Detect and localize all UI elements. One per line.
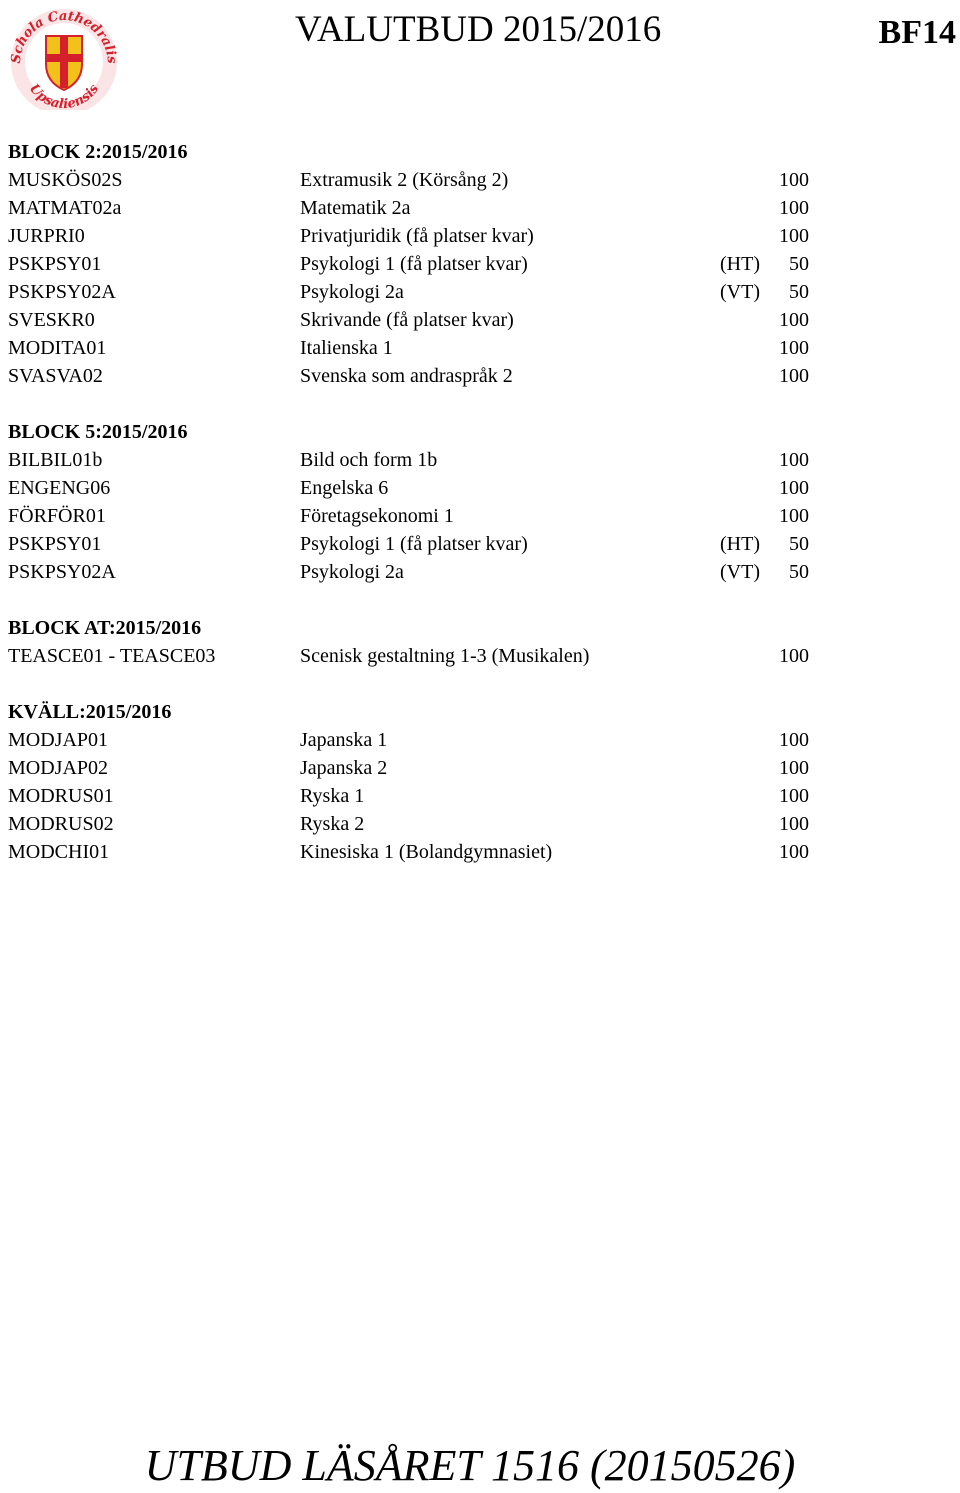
course-name: Psykologi 2a (300, 561, 404, 583)
course-row (8, 194, 948, 222)
block-heading: BLOCK 5:2015/2016 (8, 421, 188, 443)
course-term: (VT) (720, 281, 760, 303)
course-row (8, 446, 948, 474)
course-row (8, 502, 948, 530)
course-points: 100 (779, 841, 809, 863)
course-code: TEASCE01 - TEASCE03 (8, 645, 216, 667)
course-code: MODCHI01 (8, 841, 110, 863)
course-code: MODRUS01 (8, 785, 114, 807)
block-heading: KVÄLL:2015/2016 (8, 701, 172, 723)
document-code: BF14 (878, 14, 956, 51)
course-points: 50 (789, 253, 809, 275)
svg-text:Schola Cathedralis: Schola Cathedralis (8, 8, 120, 65)
course-name: Bild och form 1b (300, 449, 438, 471)
course-row (8, 838, 948, 866)
course-row (8, 726, 948, 754)
course-row (8, 642, 948, 670)
course-name: Skrivande (få platser kvar) (300, 309, 514, 331)
course-block (8, 698, 948, 866)
course-code: MODJAP02 (8, 757, 109, 779)
course-name: Extramusik 2 (Körsång 2) (300, 169, 509, 191)
course-row (8, 306, 948, 334)
course-row (8, 810, 948, 838)
course-row (8, 250, 948, 278)
course-block (8, 138, 948, 390)
block-heading: BLOCK AT:2015/2016 (8, 617, 202, 639)
course-points: 100 (779, 729, 809, 751)
course-row (8, 782, 948, 810)
course-code: PSKPSY01 (8, 533, 102, 555)
course-code: PSKPSY01 (8, 253, 102, 275)
course-code: MODJAP01 (8, 729, 109, 751)
block-heading: BLOCK 2:2015/2016 (8, 141, 188, 163)
course-points: 100 (779, 449, 809, 471)
course-code: JURPRI0 (8, 225, 85, 247)
course-code: SVASVA02 (8, 365, 103, 387)
course-code: BILBIL01b (8, 449, 103, 471)
course-points: 50 (789, 533, 809, 555)
course-points: 100 (779, 477, 809, 499)
course-points: 50 (789, 281, 809, 303)
course-name: Svenska som andraspråk 2 (300, 365, 513, 387)
school-seal-logo (6, 6, 122, 110)
course-points: 100 (779, 365, 809, 387)
course-name: Scenisk gestaltning 1-3 (Musikalen) (300, 645, 590, 667)
course-name: Psykologi 2a (300, 281, 404, 303)
course-offer-list (8, 138, 948, 894)
course-points: 100 (779, 169, 809, 191)
course-name: Privatjuridik (få platser kvar) (300, 225, 534, 247)
course-name: Psykologi 1 (få platser kvar) (300, 533, 528, 555)
course-name: Företagsekonomi 1 (300, 505, 454, 527)
course-points: 100 (779, 505, 809, 527)
footer-text: UTBUD LÄSÅRET 1516 (20150526) (144, 1441, 796, 1490)
course-points: 100 (779, 197, 809, 219)
svg-text:Upsaliensis: Upsaliensis (25, 81, 102, 110)
course-points: 100 (779, 309, 809, 331)
course-row (8, 474, 948, 502)
course-row (8, 362, 948, 390)
course-points: 50 (789, 561, 809, 583)
course-term: (VT) (720, 561, 760, 583)
course-points: 100 (779, 785, 809, 807)
course-name: Italienska 1 (300, 337, 393, 359)
course-block (8, 614, 948, 670)
footer-caption (0, 1440, 960, 1492)
course-points: 100 (779, 757, 809, 779)
course-points: 100 (779, 337, 809, 359)
course-term: (HT) (720, 253, 760, 275)
course-row (8, 754, 948, 782)
course-code: MUSKÖS02S (8, 169, 123, 191)
course-name: Psykologi 1 (få platser kvar) (300, 253, 528, 275)
course-points: 100 (779, 645, 809, 667)
course-code: PSKPSY02A (8, 281, 116, 303)
course-name: Kinesiska 1 (Bolandgymnasiet) (300, 841, 553, 863)
course-name: Ryska 2 (300, 813, 365, 835)
course-name: Ryska 1 (300, 785, 365, 807)
course-code: ENGENG06 (8, 477, 111, 499)
course-name: Matematik 2a (300, 197, 411, 219)
course-row (8, 530, 948, 558)
course-code: MATMAT02a (8, 197, 122, 219)
page-title: VALUTBUD 2015/2016 (295, 9, 662, 50)
course-row (8, 334, 948, 362)
course-row (8, 222, 948, 250)
course-row (8, 558, 948, 586)
course-name: Japanska 2 (300, 757, 388, 779)
course-name: Engelska 6 (300, 477, 389, 499)
course-row (8, 166, 948, 194)
course-code: MODRUS02 (8, 813, 114, 835)
course-row (8, 278, 948, 306)
course-points: 100 (779, 225, 809, 247)
course-code: PSKPSY02A (8, 561, 116, 583)
course-code: FÖRFÖR01 (8, 505, 106, 527)
course-code: SVESKR0 (8, 309, 95, 331)
course-points: 100 (779, 813, 809, 835)
course-term: (HT) (720, 533, 760, 555)
course-block (8, 418, 948, 586)
course-code: MODITA01 (8, 337, 107, 359)
course-name: Japanska 1 (300, 729, 388, 751)
